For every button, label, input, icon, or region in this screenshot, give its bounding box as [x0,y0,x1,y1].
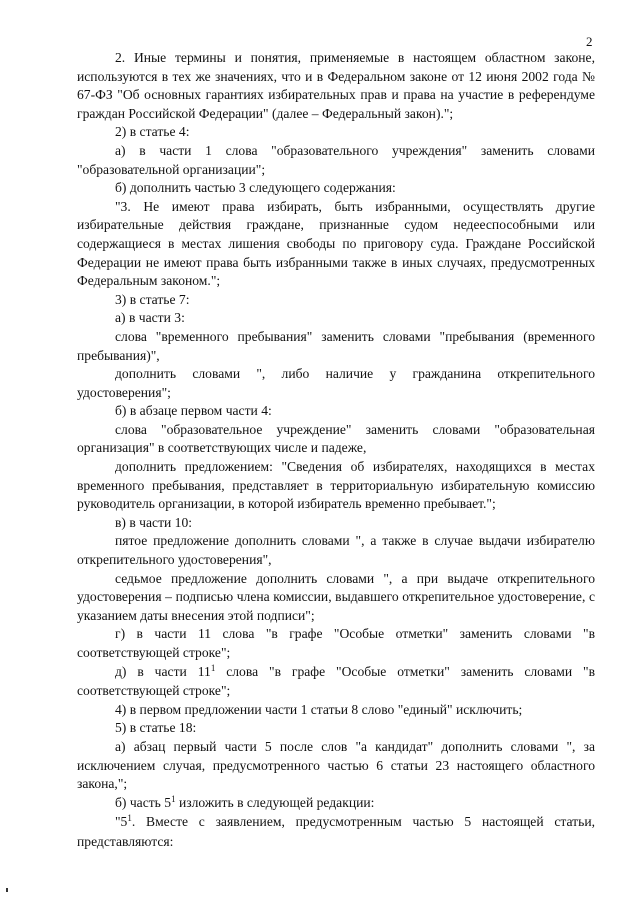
page-number: 2 [586,34,593,49]
paragraph-17-start: д) в части 11 [115,663,211,679]
document-body [77,49,595,852]
paragraph-16: г) в части 11 слова "в графе "Особые отметки" заменить словами "в соответствующей строке"; [77,626,595,660]
paragraph-4: б) дополнить частью 3 следующего содержания: [115,180,396,196]
paragraph-2: 2) в статье 4: [115,124,190,140]
paragraph-8: слова "временного пребывания" заменить словами "пребывания (временного пребывания)", [77,328,595,363]
paragraph-18: 4) в первом предложении части 1 статьи 8 слово "единый" исключить; [115,701,523,717]
paragraph-17-end: слова "в графе "Особые отметки" заменить словами "в соответствующей строке"; [77,663,596,699]
paragraph-12: дополнить предложением: "Сведения об избирателях, находящихся в местах временного пребывания, представляет в территориальную избирательную комиссию руководитель организации, в которой избиратель временно пребывает."; [77,459,595,512]
paragraph-19: 5) в статье 18: [115,720,197,736]
paragraph-21-end: изложить в следующей редакции: [175,794,375,810]
paragraph-13: в) в части 10: [115,514,193,530]
superscript-1: 1 [210,662,216,673]
paragraph-7: а) в части 3: [115,310,185,326]
paragraph-14: пятое предложение дополнить словами ", а также в случае выдачи избирателю открепительного удостоверения", [77,533,595,568]
scan-mark [6,888,8,892]
paragraph-22 [77,813,595,851]
paragraph-21-start: б) часть 5 [115,794,172,810]
paragraph-6: 3) в статье 7: [115,291,190,307]
paragraph-11: слова "образовательное учреждение" заменить словами "образовательная организация" в соответствующих числе и падеже, [77,421,595,456]
paragraph-22-start: "5 [115,814,128,830]
paragraph-21 [77,794,595,814]
paragraph-20: а) абзац первый части 5 после слов "а кандидат" дополнить словами ", за исключением случая, предусмотренного частью 6 статьи 23 настоящего областного закона,"; [77,738,595,792]
paragraph-10: б) в абзаце первом части 4: [115,403,272,419]
paragraph-9: дополнить словами ", либо наличие у гражданина открепительного удостоверения"; [77,366,595,400]
paragraph-1: 2. Иные термины и понятия, применяемые в настоящем областном законе, используются в тех же значениях, что и в Федеральном законе от 12 июня 2002 года № 67-ФЗ "Об основных гарантиях избирательных прав и права на участие в референдуме граждан Российской Федерации" (далее – Федеральный закон)."; [77,50,595,121]
superscript-3: 1 [127,813,132,824]
paragraph-22-end: . Вместе с заявлением, предусмотренным частью 5 настоящей статьи, представляются: [77,814,595,849]
paragraph-3: а) в части 1 слова "образовательного учреждения" заменить словами "образовательной организации"; [77,142,595,177]
superscript-2: 1 [171,793,176,804]
paragraph-15: седьмое предложение дополнить словами ", а при выдаче открепительного удостоверения – подписью члена комиссии, выдавшего открепительное удостоверение, с указанием даты внесения этой подписи"; [77,570,595,623]
paragraph-17 [77,663,595,701]
paragraph-5: "3. Не имеют права избирать, быть избранными, осуществлять другие избирательные действия граждане, признанные судом недееспособными или содержащиеся в местах лишения свободы по приговору суда. Граждане Российской Федерации не имеют права быть избранными также в иных случаях, предусмотренных Федеральным законом."; [77,198,595,289]
